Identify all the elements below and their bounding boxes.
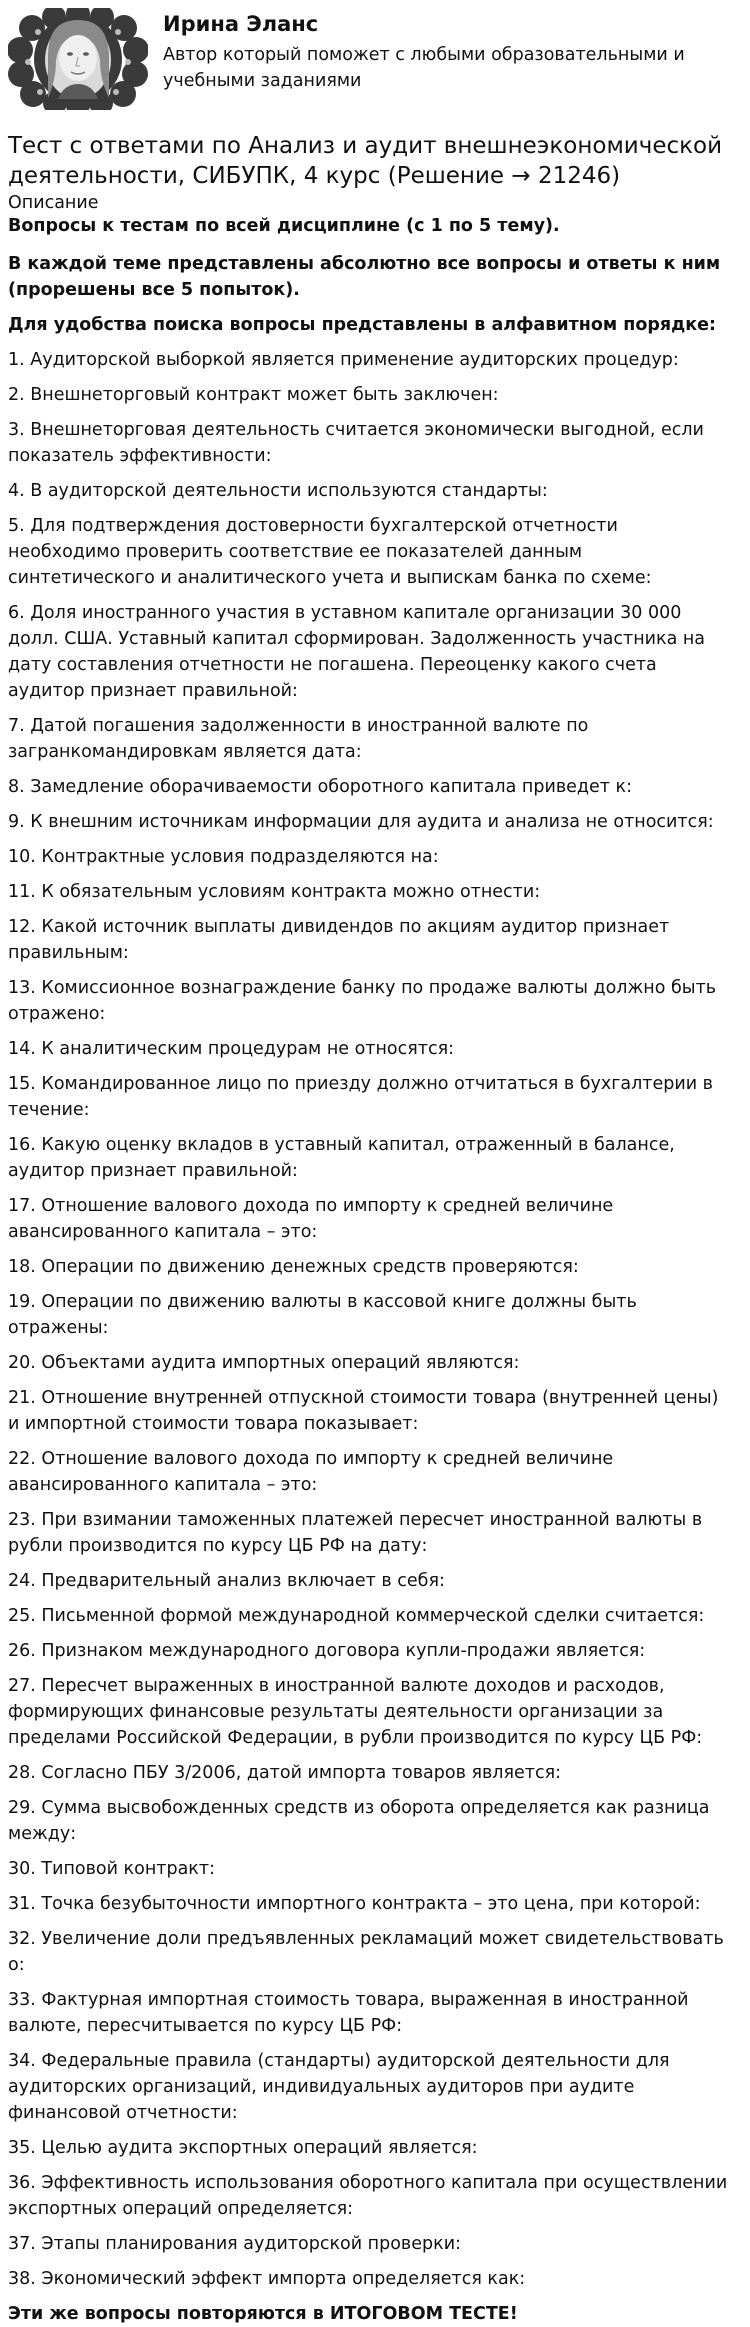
intro-line-order: Для удобства поиска вопросы представлены в алфавитном порядке: [8,315,716,335]
page-title: Тест с ответами по Анализ и аудит внешнеэкономической деятельности, СИБУПК, 4 курс (Решение → 21246) [8,133,723,189]
author-name[interactable]: Ирина Эланс [163,12,319,36]
question-item: 25. Письменной формой международной коммерческой сделки считается: [8,1606,705,1626]
question-item: 3. Внешнеторговая деятельность считается экономически выгодной, если показатель эффективности: [8,420,704,466]
question-item: 15. Командированное лицо по приезду должно отчитаться в бухгалтерии в течение: [8,1074,713,1120]
question-item: 6. Доля иностранного участия в уставном капитале организации 30 000 долл. США. Уставный капитал сформирован. Задолженность участника на дату составления отчетности не погашена. Переоценку какого счета аудитор признает правильной: [8,603,706,701]
description-body [8,213,730,2327]
question-item: 27. Пересчет выраженных в иностранной валюте доходов и расходов, формирующих финансовые результаты деятельности организации за пределами Российской Федерации, в рубли производится по курсу ЦБ РФ: [8,1676,703,1748]
question-item: 17. Отношение валового дохода по импорту к средней величине авансированного капитала – это: [8,1196,614,1242]
question-item: 12. Какой источник выплаты дивидендов по акциям аудитор признает правильным: [8,917,670,963]
question-item: 13. Комиссионное вознаграждение банку по продаже валюты должно быть отражено: [8,978,717,1024]
question-item: 31. Точка безубыточности импортного контракта – это цена, при которой: [8,1894,701,1914]
question-item: 18. Операции по движению денежных средств проверяются: [8,1257,579,1277]
description-heading: Описание [8,193,99,213]
question-item: 22. Отношение валового дохода по импорту к средней величине авансированного капитала – это: [8,1449,614,1495]
question-item: 21. Отношение внутренней отпускной стоимости товара (внутренней цены) и импортной стоимости товара показывает: [8,1388,719,1434]
question-item: 33. Фактурная импортная стоимость товара, выраженная в иностранной валюте, пересчитывается по курсу ЦБ РФ: [8,1990,689,2036]
author-avatar[interactable] [8,8,148,110]
question-item: 26. Признаком международного договора купли-продажи является: [8,1641,646,1661]
question-item: 20. Объектами аудита импортных операций являются: [8,1353,520,1373]
avatar-portrait-image [8,8,148,110]
question-item: 28. Согласно ПБУ 3/2006, датой импорта товаров является: [8,1763,562,1783]
question-item: 10. Контрактные условия подразделяются на: [8,847,439,867]
question-item: 30. Типовой контракт: [8,1859,215,1879]
question-item: 16. Какую оценку вкладов в уставный капитал, отраженный в балансе, аудитор признает правильной: [8,1135,675,1181]
question-item: 1. Аудиторской выборкой является применение аудиторских процедур: [8,350,679,370]
question-item: 4. В аудиторской деятельности используются стандарты: [8,481,548,501]
question-item: 34. Федеральные правила (стандарты) аудиторской деятельности для аудиторских организаций, индивидуальных аудиторов при аудите финансовой отчетности: [8,2051,670,2123]
question-item: 23. При взимании таможенных платежей пересчет иностранной валюты в рубли производится по курсу ЦБ РФ на дату: [8,1510,703,1556]
question-item: 32. Увеличение доли предъявленных рекламаций может свидетельствовать о: [8,1929,724,1975]
question-item: 36. Эффективность использования оборотного капитала при осуществлении экспортных операций определяется: [8,2173,728,2219]
question-item: 19. Операции по движению валюты в кассовой книге должны быть отражены: [8,1292,637,1338]
question-item: 37. Этапы планирования аудиторской проверки: [8,2234,461,2254]
intro-line-completeness: В каждой теме представлены абсолютно все вопросы и ответы к ним (прорешены все 5 попыток). [8,254,721,300]
question-item: 29. Сумма высвобожденных средств из оборота определяется как разница между: [8,1798,710,1844]
author-description: Автор который поможет с любыми образовательными и учебными заданиями [163,45,685,91]
question-item: 5. Для подтверждения достоверности бухгалтерской отчетности необходимо проверить соответствие ее показателей данным синтетического и аналитического учета и выпискам банка по схеме: [8,516,652,588]
question-item: 14. К аналитическим процедурам не относятся: [8,1039,455,1059]
question-item: 24. Предварительный анализ включает в себя: [8,1571,445,1591]
question-list [8,347,730,2292]
footer-note: Эти же вопросы повторяются в ИТОГОВОМ ТЕСТЕ! [8,2304,518,2324]
question-item: 8. Замедление оборачиваемости оборотного капитала приведет к: [8,777,633,797]
author-card [0,0,750,120]
question-item: 35. Целью аудита экспортных операций является: [8,2138,478,2158]
question-item: 7. Датой погашения задолженности в иностранной валюте по загранкомандировкам является дата: [8,716,589,762]
question-item: 2. Внешнеторговый контракт может быть заключен: [8,385,499,405]
question-item: 38. Экономический эффект импорта определяется как: [8,2269,526,2289]
question-item: 11. К обязательным условиям контракта можно отнести: [8,882,541,902]
question-item: 9. К внешним источникам информации для аудита и анализа не относится: [8,812,714,832]
intro-line-scope: Вопросы к тестам по всей дисциплине (с 1 по 5 тему). [8,216,560,236]
